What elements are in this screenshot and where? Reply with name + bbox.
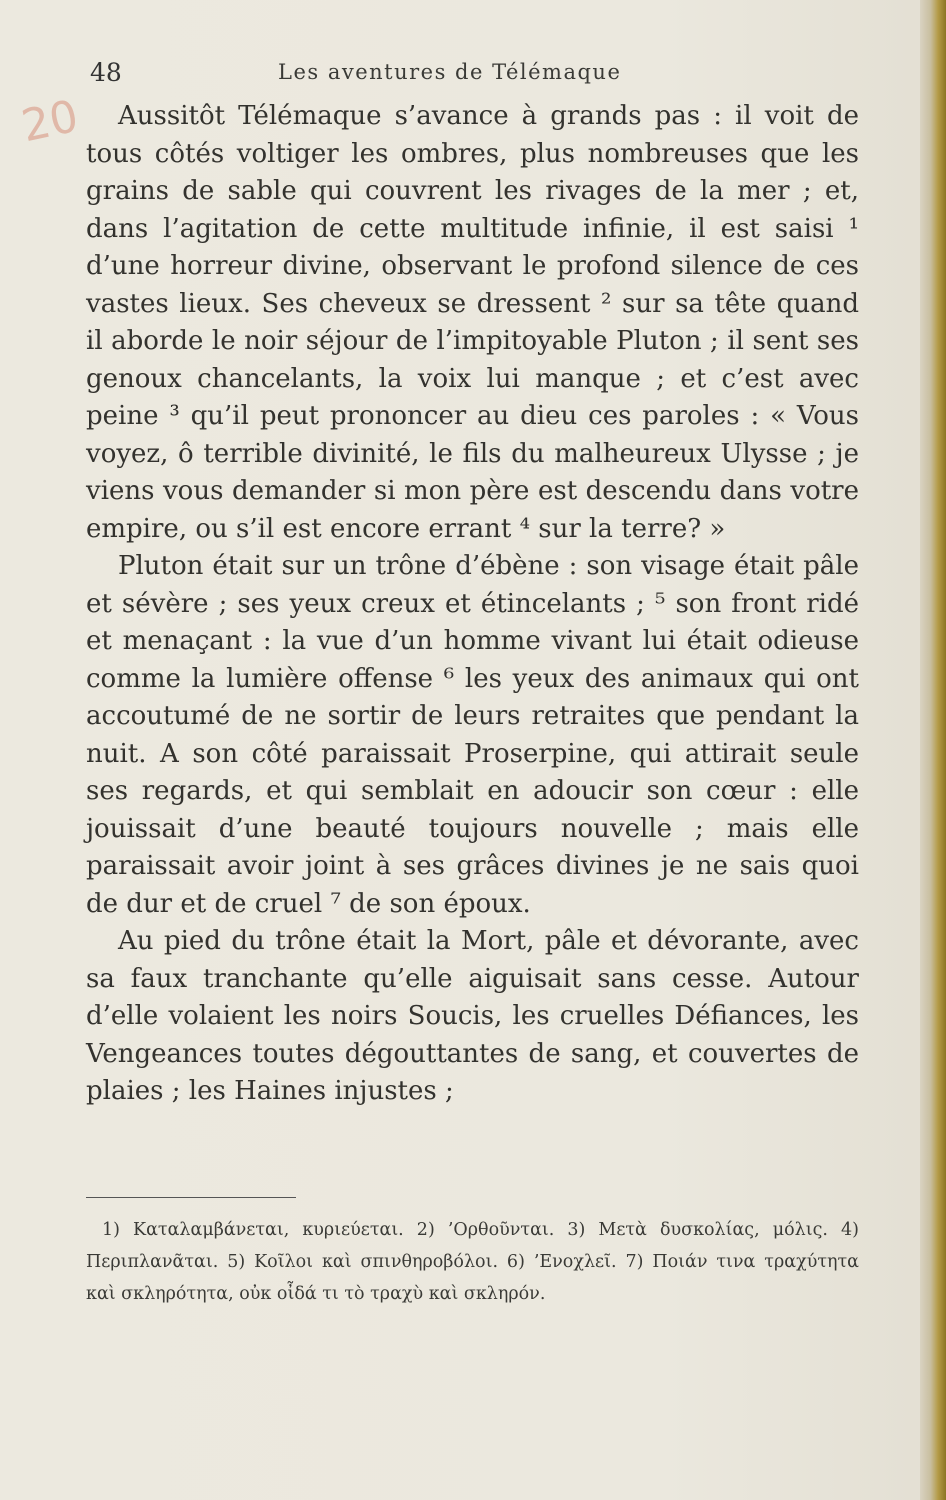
pencil-annotation: 20 bbox=[17, 90, 83, 153]
main-text bbox=[86, 98, 859, 1111]
footnotes bbox=[86, 1214, 859, 1310]
paragraph: Au pied du trône était la Mort, pâle et dévorante, avec sa faux tranchante qu’elle aiguisait sans cesse. Autour d’elle volaient les noirs Soucis, les cruelles Défiances, les Vengeances toutes dégouttantes de sang, et couvertes de plaies ; les Haines injustes ; bbox=[86, 926, 859, 1106]
footnote-text: 1) Καταλαμβάνεται, κυριεύεται. 2) ’Ορθοῦνται. 3) Μετὰ δυσκολίας, μόλις. 4) Περιπλανᾶται. 5) Κοῖλοι καὶ σπινθηροβόλοι. 6) ’Ενοχλεῖ. 7) Ποιάν τινα τραχύτητα καὶ σκληρότητα, οὐκ οἶδά τι τὸ τραχὺ καὶ σκληρόν. bbox=[86, 1220, 859, 1304]
footnote-rule bbox=[86, 1197, 296, 1198]
page-edge bbox=[920, 0, 946, 1500]
running-title: Les aventures de Télémaque bbox=[278, 60, 622, 84]
paragraph: Pluton était sur un trône d’ébène : son visage était pâle et sévère ; ses yeux creux et étincelants ; ⁵ son front ridé et menaçant : la vue d’un homme vivant lui était odieuse comme la lumière offense ⁶ les yeux des animaux qui ont accoutumé de ne sortir de leurs retraites que pendant la nuit. A son côté paraissait Proserpine, qui attirait seule ses regards, et qui semblait en adoucir son cœur : elle jouissait d’une beauté toujours nouvelle ; mais elle paraissait avoir joint à ses grâces divines je ne sais quoi de dur et de cruel ⁷ de son époux. bbox=[86, 551, 859, 919]
page-number: 48 bbox=[90, 58, 122, 87]
paragraph: Aussitôt Télémaque s’avance à grands pas : il voit de tous côtés voltiger les ombres, plus nombreuses que les grains de sable qui couvrent les rivages de la mer ; et, dans l’agitation de cette multitude infinie, il est saisi ¹ d’une horreur divine, observant le profond silence de ces vastes lieux. Ses cheveux se dressent ² sur sa tête quand il aborde le noir séjour de l’impitoyable Pluton ; il sent ses genoux chancelants, la voix lui manque ; et c’est avec peine ³ qu’il peut prononcer au dieu ces paroles : « Vous voyez, ô terrible divinité, le fils du malheureux Ulysse ; je viens vous demander si mon père est descendu dans votre empire, ou s’il est encore errant ⁴ sur la terre? » bbox=[86, 101, 859, 544]
page-header bbox=[90, 58, 860, 94]
